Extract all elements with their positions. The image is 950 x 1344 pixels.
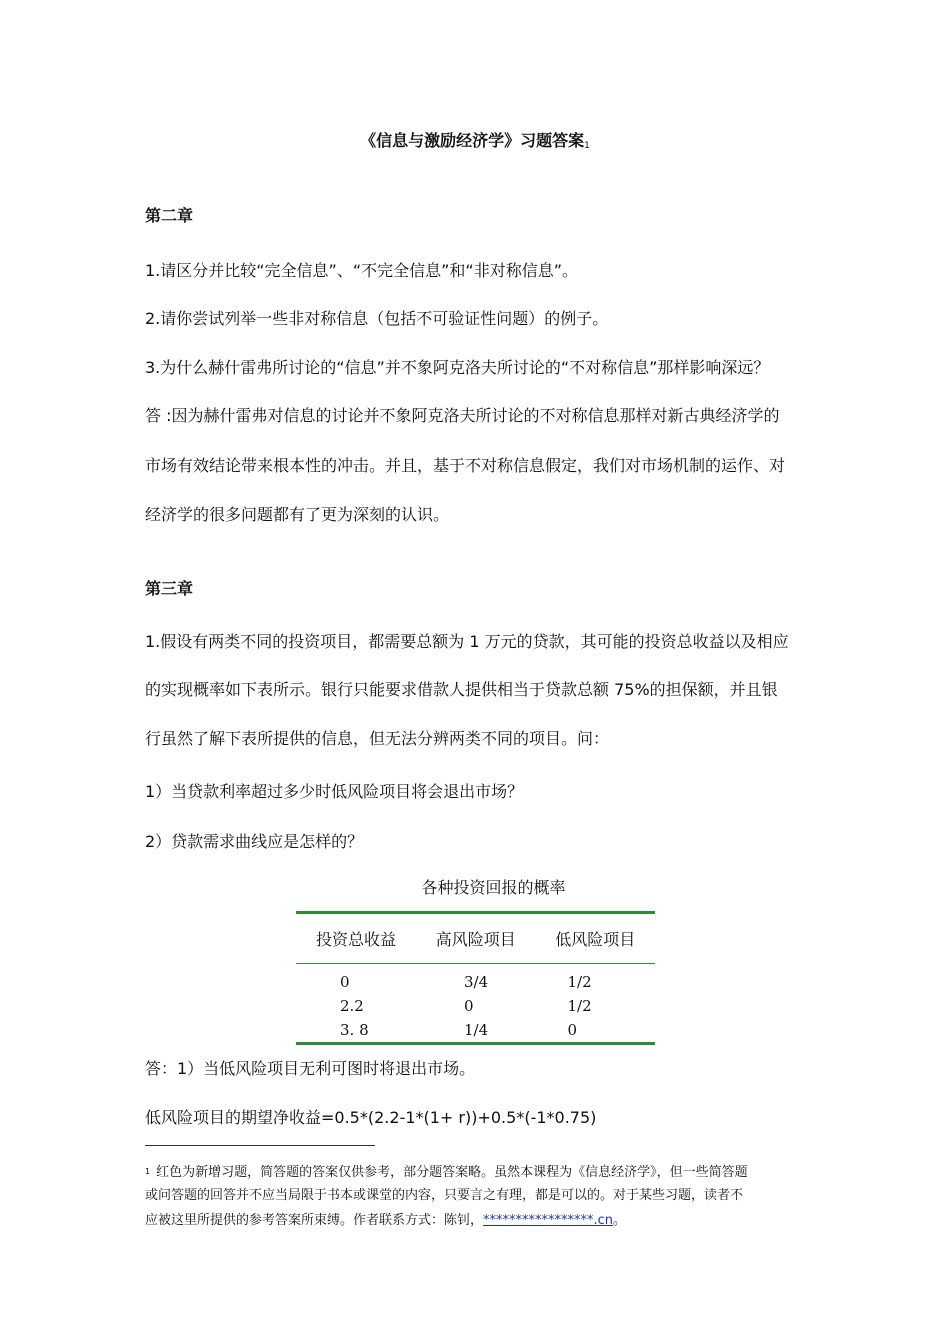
ch3-subquestion-1: 1）当贷款利率超过多少时低风险项目将会退出市场？ [145,782,524,801]
table-cell: 3/4 [464,973,489,991]
header-low-risk: 低风险项目 [555,930,636,949]
title-text: 《信息与激励经济学》习题答案 [360,131,585,150]
ch2-answer-3-line1: 答 :因为赫什雷弗对信息的讨论并不象阿克洛夫所讨论的不对称信息那样对新古典经济学的 [145,406,780,425]
ch2-answer-3-line3: 经济学的很多问题都有了更为深刻的认识。 [145,505,450,524]
table-caption: 各种投资回报的概率 [421,878,566,897]
title-footnote-ref[interactable]: 1 [584,141,590,151]
table-cell: 0 [340,973,350,991]
footnote-line2: 或问答题的回答并不应当局限于书本或课堂的内容，只要言之有理，都是可以的。对于某些习题，读者不 [145,1188,744,1203]
ch3-subquestion-2: 2）贷款需求曲线应是怎样的？ [145,832,364,851]
document-title [0,128,950,151]
ch2-answer-3-line2: 市场有效结论带来根本性的冲击。并且，基于不对称信息假定，我们对市场机制的运作、对 [145,456,786,475]
table-cell: 0 [567,1021,578,1039]
probability-table [296,911,655,1045]
ch2-question-1: 1.请区分并比较“完全信息”、“不完全信息”和“非对称信息”。 [145,261,579,280]
footnote-mark: 1 [145,1167,151,1176]
footnote-text-1: 红色为新增习题，简答题的答案仅供参考，部分题答案略。虽然本课程为《信息经济学》，但一些简答题 [156,1165,748,1180]
ch3-question-1-line2: 的实现概率如下表所示。银行只能要求借款人提供相当于贷款总额 75%的担保额，并且银 [145,680,778,699]
header-high-risk: 高风险项目 [435,930,516,949]
ch2-question-3: 3.为什么赫什雷弗所讨论的“信息”并不象阿克洛夫所讨论的“不对称信息”那样影响深远？ [145,358,770,377]
table-row [296,994,655,1018]
table-cell: 1/2 [567,997,592,1015]
ch2-question-2: 2.请你尝试列举一些非对称信息（包括不可验证性问题）的例子。 [145,309,609,328]
ch3-answer-formula: 低风险项目的期望净收益=0.5*(2.2-1*(1+ r))+0.5*(-1*0.75) [145,1108,597,1127]
table-cell: 2.2 [340,997,364,1015]
table-cell: 0 [464,997,474,1015]
footnote-text-3: 应被这里所提供的参考答案所束缚。作者联系方式：陈钊， [145,1213,484,1228]
footnote-end: 。 [613,1213,627,1228]
chapter3-heading: 第三章 [145,579,194,598]
table-header-row [296,913,655,964]
footnote-divider [145,1145,375,1146]
table-cell: 1/4 [464,1021,489,1039]
footnote-line3 [145,1209,626,1228]
table-row [296,964,655,995]
author-email-link[interactable]: *****************.cn [483,1213,614,1228]
table-cell: 1/2 [567,973,592,991]
footnote-line1 [145,1161,748,1180]
table-row [296,1018,655,1044]
header-total-return: 投资总收益 [315,930,396,949]
ch3-answer-1: 答：1）当低风险项目无利可图时将退出市场。 [145,1059,476,1078]
ch3-question-1-line1: 1.假设有两类不同的投资项目，都需要总额为 1 万元的贷款，其可能的投资总收益以及相应 [145,632,789,651]
chapter2-heading: 第二章 [145,206,194,225]
table-cell: 3. 8 [340,1021,369,1039]
ch3-question-1-line3: 行虽然了解下表所提供的信息，但无法分辨两类不同的项目。问： [145,729,610,748]
